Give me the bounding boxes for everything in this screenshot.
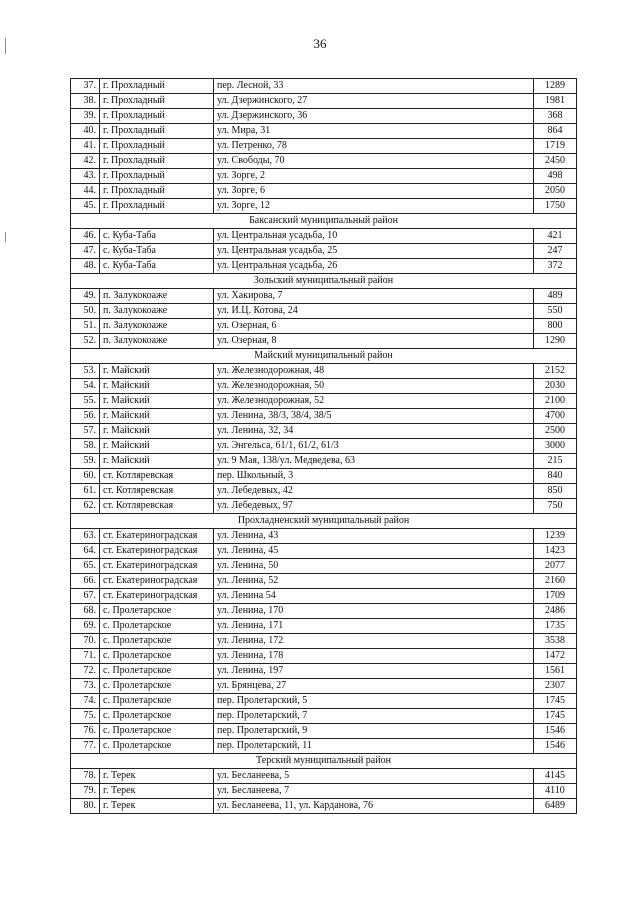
value-cell: 2100 — [534, 394, 577, 409]
value-cell: 2450 — [534, 154, 577, 169]
value-cell: 1289 — [534, 79, 577, 94]
address-cell: ул. Ленина, 50 — [214, 559, 534, 574]
address-cell: ул. Ленина, 38/3, 38/4, 38/5 — [214, 409, 534, 424]
address-cell: ул. Железнодорожная, 50 — [214, 379, 534, 394]
settlement-cell: п. Залукокоаже — [100, 304, 214, 319]
row-number: 44. — [71, 184, 100, 199]
table-row — [71, 439, 577, 454]
district-heading: Терский муниципальный район — [71, 754, 577, 769]
row-number: 77. — [71, 739, 100, 754]
address-cell: пер. Лесной, 33 — [214, 79, 534, 94]
settlement-cell: г. Прохладный — [100, 139, 214, 154]
row-number: 40. — [71, 124, 100, 139]
row-number: 59. — [71, 454, 100, 469]
row-number: 80. — [71, 799, 100, 814]
table-row — [71, 454, 577, 469]
settlement-cell: ст. Екатериноградская — [100, 544, 214, 559]
settlement-cell: г. Майский — [100, 364, 214, 379]
row-number: 42. — [71, 154, 100, 169]
row-number: 52. — [71, 334, 100, 349]
address-cell: ул. Центральная усадьба, 25 — [214, 244, 534, 259]
table-row — [71, 739, 577, 754]
table-row — [71, 769, 577, 784]
settlement-cell: г. Майский — [100, 454, 214, 469]
row-number: 51. — [71, 319, 100, 334]
address-cell: ул. Ленина, 197 — [214, 664, 534, 679]
address-cell: ул. Ленина, 170 — [214, 604, 534, 619]
settlement-cell: г. Майский — [100, 394, 214, 409]
settlement-cell: ст. Котляревская — [100, 484, 214, 499]
address-cell: ул. И.Ц. Котова, 24 — [214, 304, 534, 319]
settlement-cell: с. Куба-Таба — [100, 259, 214, 274]
value-cell: 1745 — [534, 709, 577, 724]
value-cell: 421 — [534, 229, 577, 244]
value-cell: 850 — [534, 484, 577, 499]
district-heading: Майский муниципальный район — [71, 349, 577, 364]
address-cell: ул. Свободы, 70 — [214, 154, 534, 169]
settlement-cell: г. Терек — [100, 799, 214, 814]
address-cell: пер. Школьный, 3 — [214, 469, 534, 484]
address-cell: пер. Пролетарский, 11 — [214, 739, 534, 754]
table-row — [71, 319, 577, 334]
value-cell: 2160 — [534, 574, 577, 589]
settlement-cell: г. Терек — [100, 769, 214, 784]
address-cell: ул. Центральная усадьба, 26 — [214, 259, 534, 274]
table-row — [71, 199, 577, 214]
settlement-cell: с. Пролетарское — [100, 679, 214, 694]
settlement-cell: г. Прохладный — [100, 79, 214, 94]
table-row — [71, 799, 577, 814]
address-cell: ул. 9 Мая, 138/ул. Медведева, 63 — [214, 454, 534, 469]
settlement-cell: с. Пролетарское — [100, 709, 214, 724]
address-cell: ул. Дзержинского, 36 — [214, 109, 534, 124]
row-number: 65. — [71, 559, 100, 574]
address-cell: ул. Лебедевых, 42 — [214, 484, 534, 499]
row-number: 58. — [71, 439, 100, 454]
value-cell: 1745 — [534, 694, 577, 709]
settlement-cell: с. Пролетарское — [100, 619, 214, 634]
value-cell: 2486 — [534, 604, 577, 619]
address-cell: ул. Бесланеева, 7 — [214, 784, 534, 799]
table-row — [71, 574, 577, 589]
settlement-cell: г. Терек — [100, 784, 214, 799]
settlement-cell: с. Пролетарское — [100, 739, 214, 754]
address-cell: пер. Пролетарский, 7 — [214, 709, 534, 724]
value-cell: 1750 — [534, 199, 577, 214]
value-cell: 2152 — [534, 364, 577, 379]
row-number: 39. — [71, 109, 100, 124]
address-cell: ул. Хакирова, 7 — [214, 289, 534, 304]
settlement-cell: г. Майский — [100, 379, 214, 394]
row-number: 53. — [71, 364, 100, 379]
address-cell: ул. Брянцева, 27 — [214, 679, 534, 694]
address-cell: ул. Лебедевых, 97 — [214, 499, 534, 514]
value-cell: 4110 — [534, 784, 577, 799]
table-row — [71, 169, 577, 184]
address-cell: ул. Железнодорожная, 52 — [214, 394, 534, 409]
settlement-cell: с. Пролетарское — [100, 694, 214, 709]
table-row — [71, 79, 577, 94]
row-number: 67. — [71, 589, 100, 604]
row-number: 41. — [71, 139, 100, 154]
value-cell: 1290 — [534, 334, 577, 349]
row-number: 43. — [71, 169, 100, 184]
table-row — [71, 409, 577, 424]
row-number: 63. — [71, 529, 100, 544]
address-cell: ул. Ленина, 52 — [214, 574, 534, 589]
address-cell: ул. Ленина, 172 — [214, 634, 534, 649]
row-number: 57. — [71, 424, 100, 439]
district-heading-row — [71, 349, 577, 364]
district-heading: Зольский муниципальный район — [71, 274, 577, 289]
table-row — [71, 649, 577, 664]
row-number: 55. — [71, 394, 100, 409]
settlement-cell: с. Пролетарское — [100, 604, 214, 619]
row-number: 61. — [71, 484, 100, 499]
address-cell: ул. Железнодорожная, 48 — [214, 364, 534, 379]
row-number: 38. — [71, 94, 100, 109]
address-cell: ул. Мира, 31 — [214, 124, 534, 139]
row-number: 50. — [71, 304, 100, 319]
address-table — [70, 78, 577, 814]
page-number: 36 — [313, 36, 327, 51]
settlement-cell: с. Пролетарское — [100, 664, 214, 679]
row-number: 69. — [71, 619, 100, 634]
value-cell: 2050 — [534, 184, 577, 199]
value-cell: 1735 — [534, 619, 577, 634]
value-cell: 1981 — [534, 94, 577, 109]
row-number: 74. — [71, 694, 100, 709]
address-table-body — [71, 79, 577, 814]
settlement-cell: г. Прохладный — [100, 169, 214, 184]
table-row — [71, 124, 577, 139]
value-cell: 750 — [534, 499, 577, 514]
value-cell: 3000 — [534, 439, 577, 454]
row-number: 47. — [71, 244, 100, 259]
address-cell: ул. Озерная, 8 — [214, 334, 534, 349]
row-number: 60. — [71, 469, 100, 484]
table-row — [71, 544, 577, 559]
value-cell: 1423 — [534, 544, 577, 559]
row-number: 54. — [71, 379, 100, 394]
table-row — [71, 184, 577, 199]
value-cell: 1719 — [534, 139, 577, 154]
address-cell: ул. Ленина, 171 — [214, 619, 534, 634]
settlement-cell: ст. Екатериноградская — [100, 529, 214, 544]
row-number: 72. — [71, 664, 100, 679]
district-heading: Баксанский муниципальный район — [71, 214, 577, 229]
district-heading-row — [71, 754, 577, 769]
settlement-cell: п. Залукокоаже — [100, 289, 214, 304]
scan-edge-mark — [5, 232, 6, 242]
address-cell: ул. Ленина, 45 — [214, 544, 534, 559]
settlement-cell: г. Прохладный — [100, 109, 214, 124]
settlement-cell: г. Майский — [100, 424, 214, 439]
row-number: 46. — [71, 229, 100, 244]
value-cell: 864 — [534, 124, 577, 139]
table-row — [71, 259, 577, 274]
value-cell: 550 — [534, 304, 577, 319]
row-number: 49. — [71, 289, 100, 304]
settlement-cell: с. Пролетарское — [100, 724, 214, 739]
row-number: 68. — [71, 604, 100, 619]
table-row — [71, 139, 577, 154]
settlement-cell: г. Прохладный — [100, 124, 214, 139]
settlement-cell: с. Куба-Таба — [100, 229, 214, 244]
settlement-cell: с. Куба-Таба — [100, 244, 214, 259]
address-cell: ул. Петренко, 78 — [214, 139, 534, 154]
value-cell: 800 — [534, 319, 577, 334]
table-row — [71, 604, 577, 619]
settlement-cell: г. Прохладный — [100, 199, 214, 214]
row-number: 70. — [71, 634, 100, 649]
address-cell: ул. Энгельса, 61/1, 61/2, 61/3 — [214, 439, 534, 454]
settlement-cell: ст. Екатериноградская — [100, 589, 214, 604]
value-cell: 3538 — [534, 634, 577, 649]
address-cell: ул. Ленина, 32, 34 — [214, 424, 534, 439]
table-row — [71, 679, 577, 694]
row-number: 64. — [71, 544, 100, 559]
table-row — [71, 694, 577, 709]
value-cell: 368 — [534, 109, 577, 124]
table-row — [71, 379, 577, 394]
table-row — [71, 559, 577, 574]
row-number: 71. — [71, 649, 100, 664]
table-row — [71, 589, 577, 604]
table-row — [71, 364, 577, 379]
address-cell: ул. Ленина, 43 — [214, 529, 534, 544]
address-cell: ул. Зорге, 2 — [214, 169, 534, 184]
settlement-cell: ст. Екатериноградская — [100, 574, 214, 589]
table-row — [71, 334, 577, 349]
value-cell: 1472 — [534, 649, 577, 664]
row-number: 76. — [71, 724, 100, 739]
value-cell: 1561 — [534, 664, 577, 679]
district-heading-row — [71, 514, 577, 529]
settlement-cell: п. Залукокоаже — [100, 334, 214, 349]
table-row — [71, 484, 577, 499]
value-cell: 6489 — [534, 799, 577, 814]
row-number: 79. — [71, 784, 100, 799]
district-heading-row — [71, 214, 577, 229]
value-cell: 489 — [534, 289, 577, 304]
address-cell: пер. Пролетарский, 5 — [214, 694, 534, 709]
district-heading: Прохладненский муниципальный район — [71, 514, 577, 529]
value-cell: 247 — [534, 244, 577, 259]
settlement-cell: г. Майский — [100, 409, 214, 424]
table-row — [71, 619, 577, 634]
row-number: 37. — [71, 79, 100, 94]
table-row — [71, 154, 577, 169]
table-row — [71, 244, 577, 259]
table-row — [71, 394, 577, 409]
table-row — [71, 469, 577, 484]
row-number: 45. — [71, 199, 100, 214]
address-cell: ул. Дзержинского, 27 — [214, 94, 534, 109]
table-row — [71, 424, 577, 439]
value-cell: 4145 — [534, 769, 577, 784]
settlement-cell: г. Прохладный — [100, 184, 214, 199]
row-number: 66. — [71, 574, 100, 589]
settlement-cell: п. Залукокоаже — [100, 319, 214, 334]
table-row — [71, 289, 577, 304]
value-cell: 372 — [534, 259, 577, 274]
row-number: 56. — [71, 409, 100, 424]
address-cell: пер. Пролетарский, 9 — [214, 724, 534, 739]
settlement-cell: с. Пролетарское — [100, 649, 214, 664]
address-cell: ул. Зорге, 6 — [214, 184, 534, 199]
table-row — [71, 634, 577, 649]
row-number: 62. — [71, 499, 100, 514]
value-cell: 1546 — [534, 724, 577, 739]
address-cell: ул. Бесланеева, 5 — [214, 769, 534, 784]
settlement-cell: ст. Екатериноградская — [100, 559, 214, 574]
address-cell: ул. Озерная, 6 — [214, 319, 534, 334]
address-cell: ул. Бесланеева, 11, ул. Карданова, 76 — [214, 799, 534, 814]
value-cell: 2500 — [534, 424, 577, 439]
table-row — [71, 304, 577, 319]
value-cell: 1546 — [534, 739, 577, 754]
table-row — [71, 499, 577, 514]
row-number: 78. — [71, 769, 100, 784]
value-cell: 4700 — [534, 409, 577, 424]
settlement-cell: ст. Котляревская — [100, 469, 214, 484]
value-cell: 215 — [534, 454, 577, 469]
address-cell: ул. Центральная усадьба, 10 — [214, 229, 534, 244]
table-row — [71, 529, 577, 544]
settlement-cell: г. Прохладный — [100, 154, 214, 169]
address-cell: ул. Зорге, 12 — [214, 199, 534, 214]
row-number: 73. — [71, 679, 100, 694]
settlement-cell: г. Прохладный — [100, 94, 214, 109]
settlement-cell: ст. Котляревская — [100, 499, 214, 514]
value-cell: 1239 — [534, 529, 577, 544]
table-row — [71, 784, 577, 799]
district-heading-row — [71, 274, 577, 289]
table-row — [71, 94, 577, 109]
table-row — [71, 664, 577, 679]
settlement-cell: с. Пролетарское — [100, 634, 214, 649]
row-number: 75. — [71, 709, 100, 724]
row-number: 48. — [71, 259, 100, 274]
value-cell: 2077 — [534, 559, 577, 574]
table-row — [71, 229, 577, 244]
table-row — [71, 109, 577, 124]
value-cell: 498 — [534, 169, 577, 184]
value-cell: 2307 — [534, 679, 577, 694]
value-cell: 2030 — [534, 379, 577, 394]
table-row — [71, 709, 577, 724]
address-cell: ул. Ленина, 178 — [214, 649, 534, 664]
value-cell: 1709 — [534, 589, 577, 604]
table-row — [71, 724, 577, 739]
settlement-cell: г. Майский — [100, 439, 214, 454]
value-cell: 840 — [534, 469, 577, 484]
address-cell: ул. Ленина 54 — [214, 589, 534, 604]
